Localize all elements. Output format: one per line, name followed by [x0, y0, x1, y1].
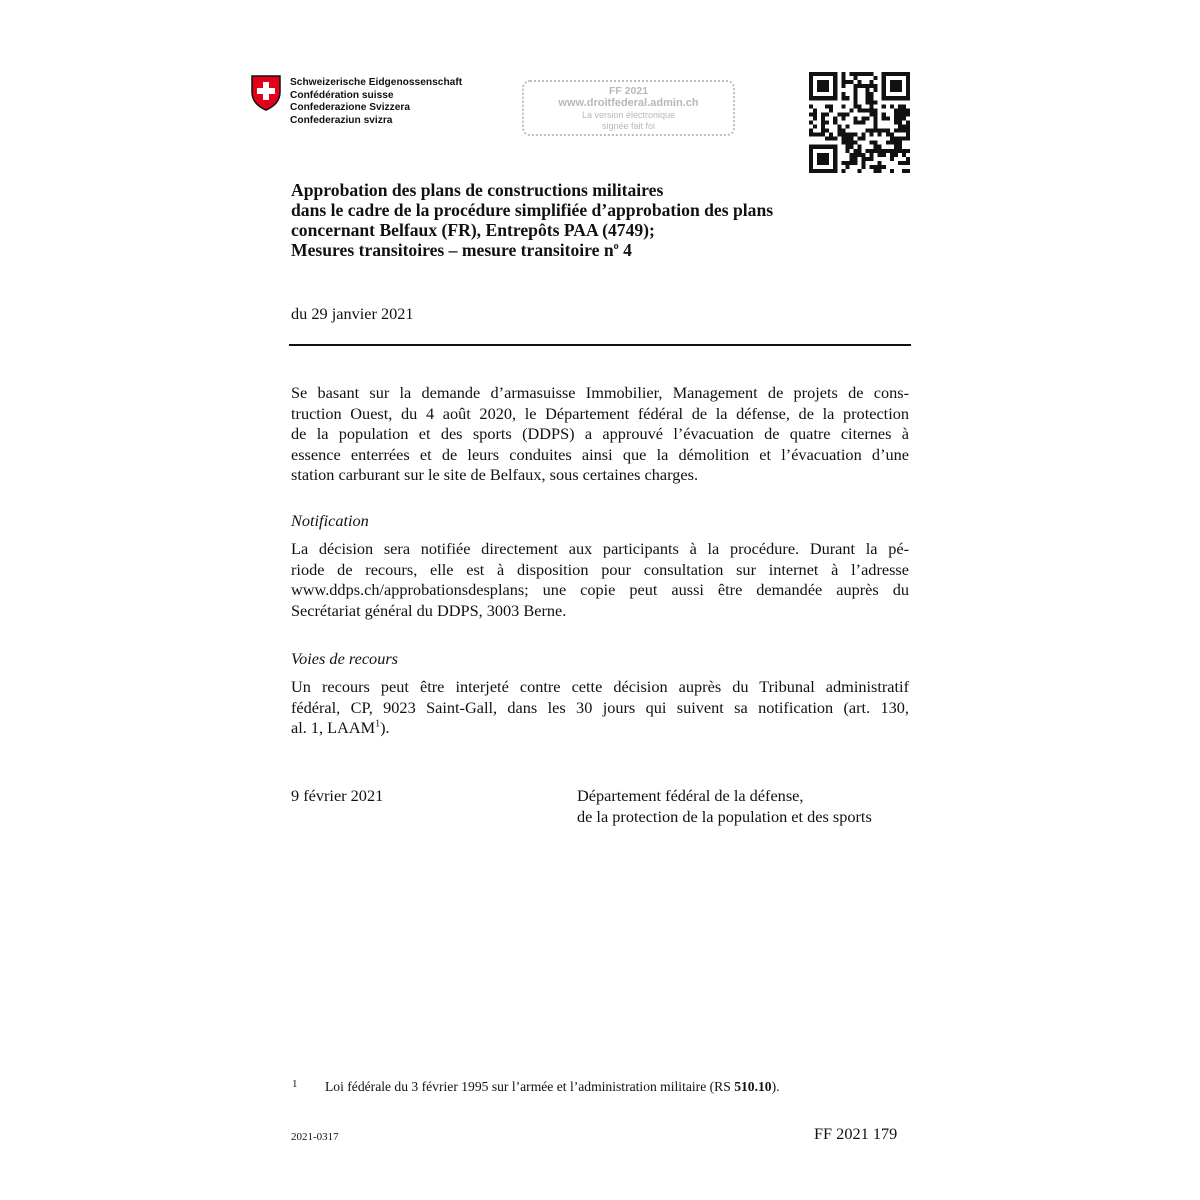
footnote-number: 1 — [292, 1078, 298, 1090]
stamp-website: www.droitfederal.admin.ch — [558, 97, 699, 109]
footnote-rs-number: 510.10 — [734, 1079, 772, 1094]
intro-line: truction Ouest, du 4 août 2020, le Département fédéral de la défense, de la protection — [291, 403, 909, 423]
intro-line: essence enterrées et de leurs conduites ainsi que la démolition et l’évacuation d’une — [291, 444, 909, 464]
document-title — [291, 180, 931, 260]
intro-line: Se basant sur la demande d’armasuisse Immobilier, Management de projets de cons- — [291, 383, 909, 402]
notification-paragraph — [291, 539, 909, 621]
confederation-name-fr: Confédération suisse — [290, 89, 394, 101]
confederation-name-rm: Confederaziun svizra — [290, 114, 393, 126]
confederation-name-de: Schweizerische Eidgenossenschaft — [290, 77, 463, 88]
notification-line: Secrétariat général du DDPS, 3003 Berne. — [291, 600, 567, 620]
footnote-text — [325, 1079, 780, 1095]
confederation-names — [290, 77, 462, 127]
title-line-2: dans le cadre de la procédure simplifiée d’approbation des plans — [291, 200, 774, 220]
document-number: 2021-0317 — [291, 1131, 339, 1143]
notification-heading: Notification — [291, 511, 369, 530]
recours-last-end: ). — [380, 718, 390, 738]
intro-line: station carburant sur le site de Belfaux, sous certaines charges. — [291, 465, 699, 485]
recours-heading: Voies de recours — [291, 649, 399, 668]
title-line-4-end: 4 — [618, 240, 632, 260]
notification-line: www.ddps.ch/approbationsdesplans; une copie peut aussi être demandée auprès du — [291, 580, 909, 600]
recours-line: fédéral, CP, 9023 Saint-Gall, dans les 30 jours qui suivent sa notification (art. 130, — [291, 697, 909, 717]
recours-line: Un recours peut être interjeté contre cette décision auprès du Tribunal administratif — [291, 677, 909, 696]
recours-line-last — [291, 718, 909, 739]
signature-department — [577, 786, 872, 827]
intro-line: de la population et des sports (DDPS) a approuvé l’évacuation de quatre citernes à — [291, 424, 909, 444]
recours-last-main: al. 1, LAAM — [291, 718, 376, 738]
title-line-4 — [291, 240, 931, 260]
qr-code-icon — [809, 72, 910, 173]
department-line-2: de la protection de la population et des sports — [577, 806, 872, 826]
title-line-3: concernant Belfaux (FR), Entrepôts PAA (4749); — [291, 220, 655, 240]
title-line-4-main: Mesures transitoires – mesure transitoire n — [291, 240, 614, 260]
title-line-4-superscript: o — [613, 241, 619, 253]
footnote-text-end: ). — [771, 1079, 780, 1094]
confederation-name-it: Confederazione Svizzera — [290, 102, 411, 113]
signature-date: 9 février 2021 — [291, 786, 384, 805]
swiss-cross-shield-icon — [251, 75, 281, 111]
stamp-note-2: signée fait foi — [601, 121, 656, 131]
title-divider — [289, 344, 911, 346]
stamp-note-1: La version électronique — [581, 110, 676, 120]
notification-line: La décision sera notifiée directement aux participants à la procédure. Durant la pé- — [291, 539, 909, 558]
footnote-text-main: Loi fédérale du 3 février 1995 sur l’armée et l’administration militaire (RS — [325, 1079, 735, 1094]
notification-line: riode de recours, elle est à disposition pour consultation sur internet à l’adresse — [291, 559, 909, 579]
recours-paragraph — [291, 677, 909, 739]
footnote-reference-1: 1 — [375, 718, 381, 730]
stamp-ff-label: FF 2021 — [608, 85, 649, 97]
ff-reference: FF 2021 179 — [814, 1124, 898, 1143]
department-line-1: Département fédéral de la défense, — [577, 786, 804, 805]
title-line-1: Approbation des plans de constructions militaires — [291, 180, 664, 200]
document-date: du 29 janvier 2021 — [291, 304, 414, 323]
electronic-signature-stamp — [522, 80, 735, 136]
intro-paragraph — [291, 383, 909, 486]
